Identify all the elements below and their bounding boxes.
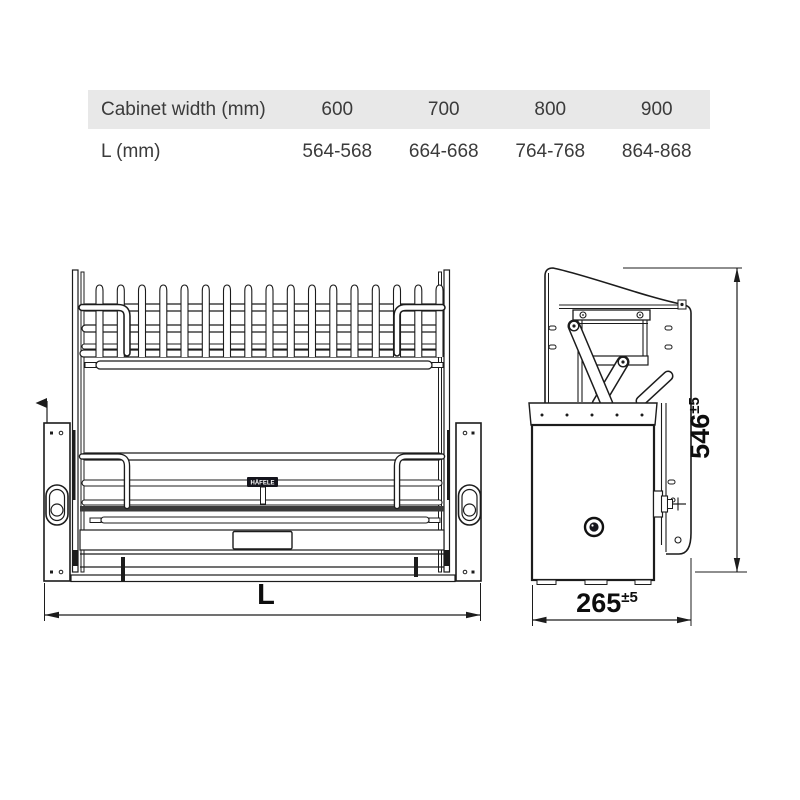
row-value-800: 764-768 (515, 140, 586, 162)
front-view-drawing (30, 254, 495, 632)
dimension-depth-label: $265^{\pm 5}$ (576, 588, 638, 618)
header-value-800: 800 (534, 98, 567, 120)
row-value-900: 864-868 (621, 140, 692, 162)
dimension-length (45, 579, 481, 621)
brand-badge-text: HÄFELE (250, 480, 275, 487)
header-value-900: 900 (640, 98, 673, 120)
header-value-600: 600 (321, 98, 354, 120)
side-panel-right (456, 423, 481, 581)
adjustment-knob (585, 518, 603, 536)
brand-badge (247, 477, 278, 487)
header-value-700: 700 (427, 98, 460, 120)
table-header-row (88, 90, 710, 129)
header-label: Cabinet width (mm) (101, 98, 266, 120)
dimension-length-label: L (257, 579, 275, 611)
spec-table (88, 90, 710, 174)
oval-handle-right (459, 485, 481, 525)
dimension-height-label: $546^{\pm 5}$ (685, 397, 715, 459)
table-data-row (88, 129, 710, 174)
row-label: L (mm) (101, 140, 161, 162)
row-value-600: 564-568 (302, 140, 373, 162)
side-view-drawing (495, 252, 765, 637)
upper-shelf-tray (85, 361, 443, 369)
mounting-flange (529, 403, 657, 425)
oval-handle-left (46, 485, 68, 525)
row-value-700: 664-668 (408, 140, 479, 162)
side-panel-left (36, 398, 71, 581)
plate-rack (80, 285, 444, 357)
front-handle-plate (233, 532, 292, 550)
hook-flag-icon (36, 398, 48, 408)
lower-basket (71, 453, 455, 582)
